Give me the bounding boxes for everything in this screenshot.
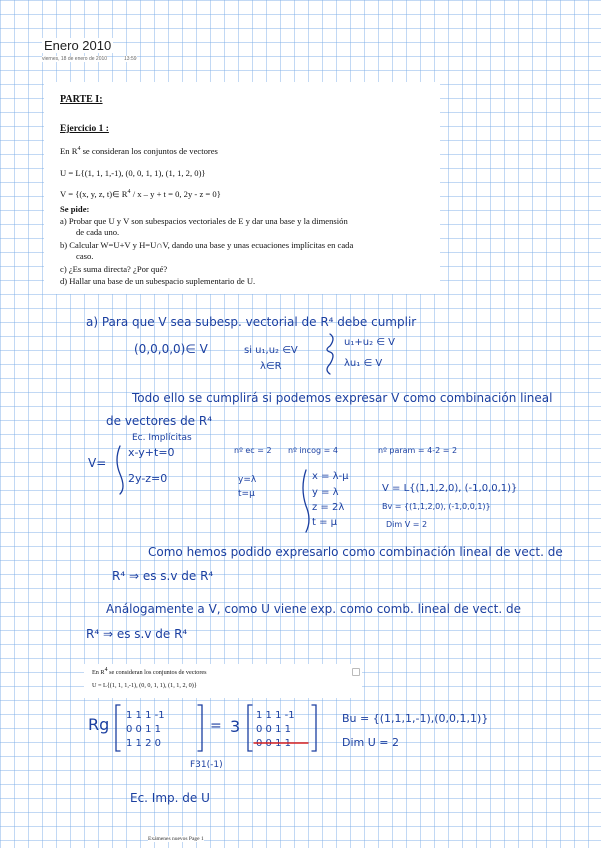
note-time: 13:59: [124, 56, 137, 62]
hw-row-op: F31(-1): [190, 760, 223, 770]
snippet-clipping: [84, 664, 362, 698]
note-date: viernes, 18 de enero de 2010: [42, 56, 108, 62]
item-c: c) ¿Es suma directa? ¿Por qué?: [60, 264, 168, 274]
hw-v-brace: [117, 446, 123, 494]
hw-cond-sum: u₁+u₂ ∈ V: [344, 337, 395, 348]
hw-cond-si: si u₁,u₂ ∈V: [244, 345, 298, 356]
hw-sol-t: t = μ: [312, 517, 338, 528]
hw-line-1: a) Para que V sea subesp. vectorial de R⁴ debe cumplir: [86, 315, 417, 329]
hw-cond-scalar: λu₁ ∈ V: [344, 358, 383, 369]
u-definition: U = L{(1, 1, 1,-1), (0, 0, 1, 1), (1, 1, 2, 0)}: [60, 168, 206, 178]
hw-param-t: t=μ: [238, 489, 255, 499]
hw-nparam: nº param = 4-2 = 2: [378, 446, 458, 455]
snippet-line-1: En $R^4$ se consideran los conjuntos de vectores: [92, 667, 207, 677]
hw-rank-three: 3: [230, 717, 241, 736]
note-title: Enero 2010: [44, 38, 112, 53]
hw-equals: =: [210, 718, 222, 734]
hw-v-eq: V=: [88, 456, 107, 470]
item-a: a) Probar que U y V son subespacios vectoriales de E y dar una base y la dimensión: [60, 216, 348, 226]
hw-line-15: R⁴ ⇒ es s.v de R⁴: [86, 627, 188, 641]
hw-dimu: Dim U = 2: [342, 736, 399, 749]
exercise-intro: En $R^4$ se consideran los conjuntos de vectores: [60, 146, 218, 156]
item-a-cont: de cada uno.: [76, 227, 120, 237]
hw-sol-z: z = 2λ: [312, 502, 345, 513]
matrix-2-row-1: 1 1 1 -1: [256, 710, 295, 721]
se-pide: Se pide:: [60, 204, 90, 214]
hw-line-14: Análogamente a V, como U viene exp. como comb. lineal de vect. de: [106, 602, 521, 616]
hw-eq-1: x-y+t=0: [128, 446, 175, 459]
hw-bu: Bu = {(1,1,1,-1),(0,0,1,1)}: [342, 712, 489, 725]
hw-sol-brace: [303, 470, 309, 532]
hw-dimv: Dim V = 2: [386, 520, 428, 529]
hw-sol-y: y = λ: [312, 487, 339, 498]
matrix-1-row-1: 1 1 1 -1: [126, 710, 165, 721]
hw-cond-lambda: λ∈R: [260, 361, 282, 372]
matrix-1-row-3: 1 1 2 0: [126, 738, 161, 749]
hw-param-y: y=λ: [238, 475, 257, 485]
snippet-line-2: U = L{(1, 1, 1,-1), (0, 0, 1, 1), (1, 1, 2, 0)}: [92, 682, 197, 689]
item-d: d) Hallar una base de un subespacio suplementario de U.: [60, 276, 256, 286]
v-definition: V = {(x, y, z, t)∈ $R^4 / x - y + t = 0$, 2y - z = 0}: [60, 189, 221, 199]
hw-ec-implicitas: Ec. Implícitas: [132, 433, 192, 443]
matrix-2-row-2: 0 0 1 1: [256, 724, 291, 735]
matrix-1-row-2: 0 0 1 1: [126, 724, 161, 735]
matrix-1-left-bracket: [116, 705, 120, 751]
hw-ec-imp-u: Ec. Imp. de U: [130, 791, 210, 805]
hw-line-5: de vectores de R⁴: [106, 414, 213, 428]
hw-line-13: R⁴ ⇒ es s.v de R⁴: [112, 569, 214, 583]
matrix-2-row-3: 0 0 1 1: [256, 738, 291, 749]
hw-v-span: V = L{(1,1,2,0), (-1,0,0,1)}: [382, 483, 518, 494]
hw-nec: nº ec = 2: [234, 446, 272, 455]
hw-cond-zero: (0,0,0,0)∈ V: [134, 342, 208, 356]
matrix-2-left-bracket: [248, 705, 252, 751]
item-b-cont: caso.: [76, 251, 94, 261]
hw-nincog: nº incog = 4: [288, 446, 338, 455]
part-heading: PARTE I:: [60, 94, 103, 105]
matrix-2-right-bracket: [312, 705, 316, 751]
resize-handle-icon[interactable]: [352, 668, 360, 676]
hw-bv: Bv = {(1,1,2,0), (-1,0,0,1)}: [382, 502, 491, 511]
hw-line-12: Como hemos podido expresarlo como combinación lineal de vect. de: [148, 545, 563, 559]
exercise-heading-text: Ejercicio 1 :: [60, 124, 109, 134]
item-b: b) Calcular W=U+V y H=U∩V, dando una base y unas ecuaciones implícitas en cada: [60, 240, 354, 250]
hw-rg: Rg: [88, 715, 110, 734]
matrix-1-right-bracket: [198, 705, 202, 751]
brace: [327, 334, 333, 374]
page-footer: Exámenes nuevos Page 1: [148, 836, 204, 842]
hw-sol-x: x = λ-μ: [312, 471, 349, 482]
hw-eq-2: 2y-z=0: [128, 472, 168, 485]
hw-line-4: Todo ello se cumplirá si podemos expresar V como combinación lineal: [132, 391, 553, 405]
